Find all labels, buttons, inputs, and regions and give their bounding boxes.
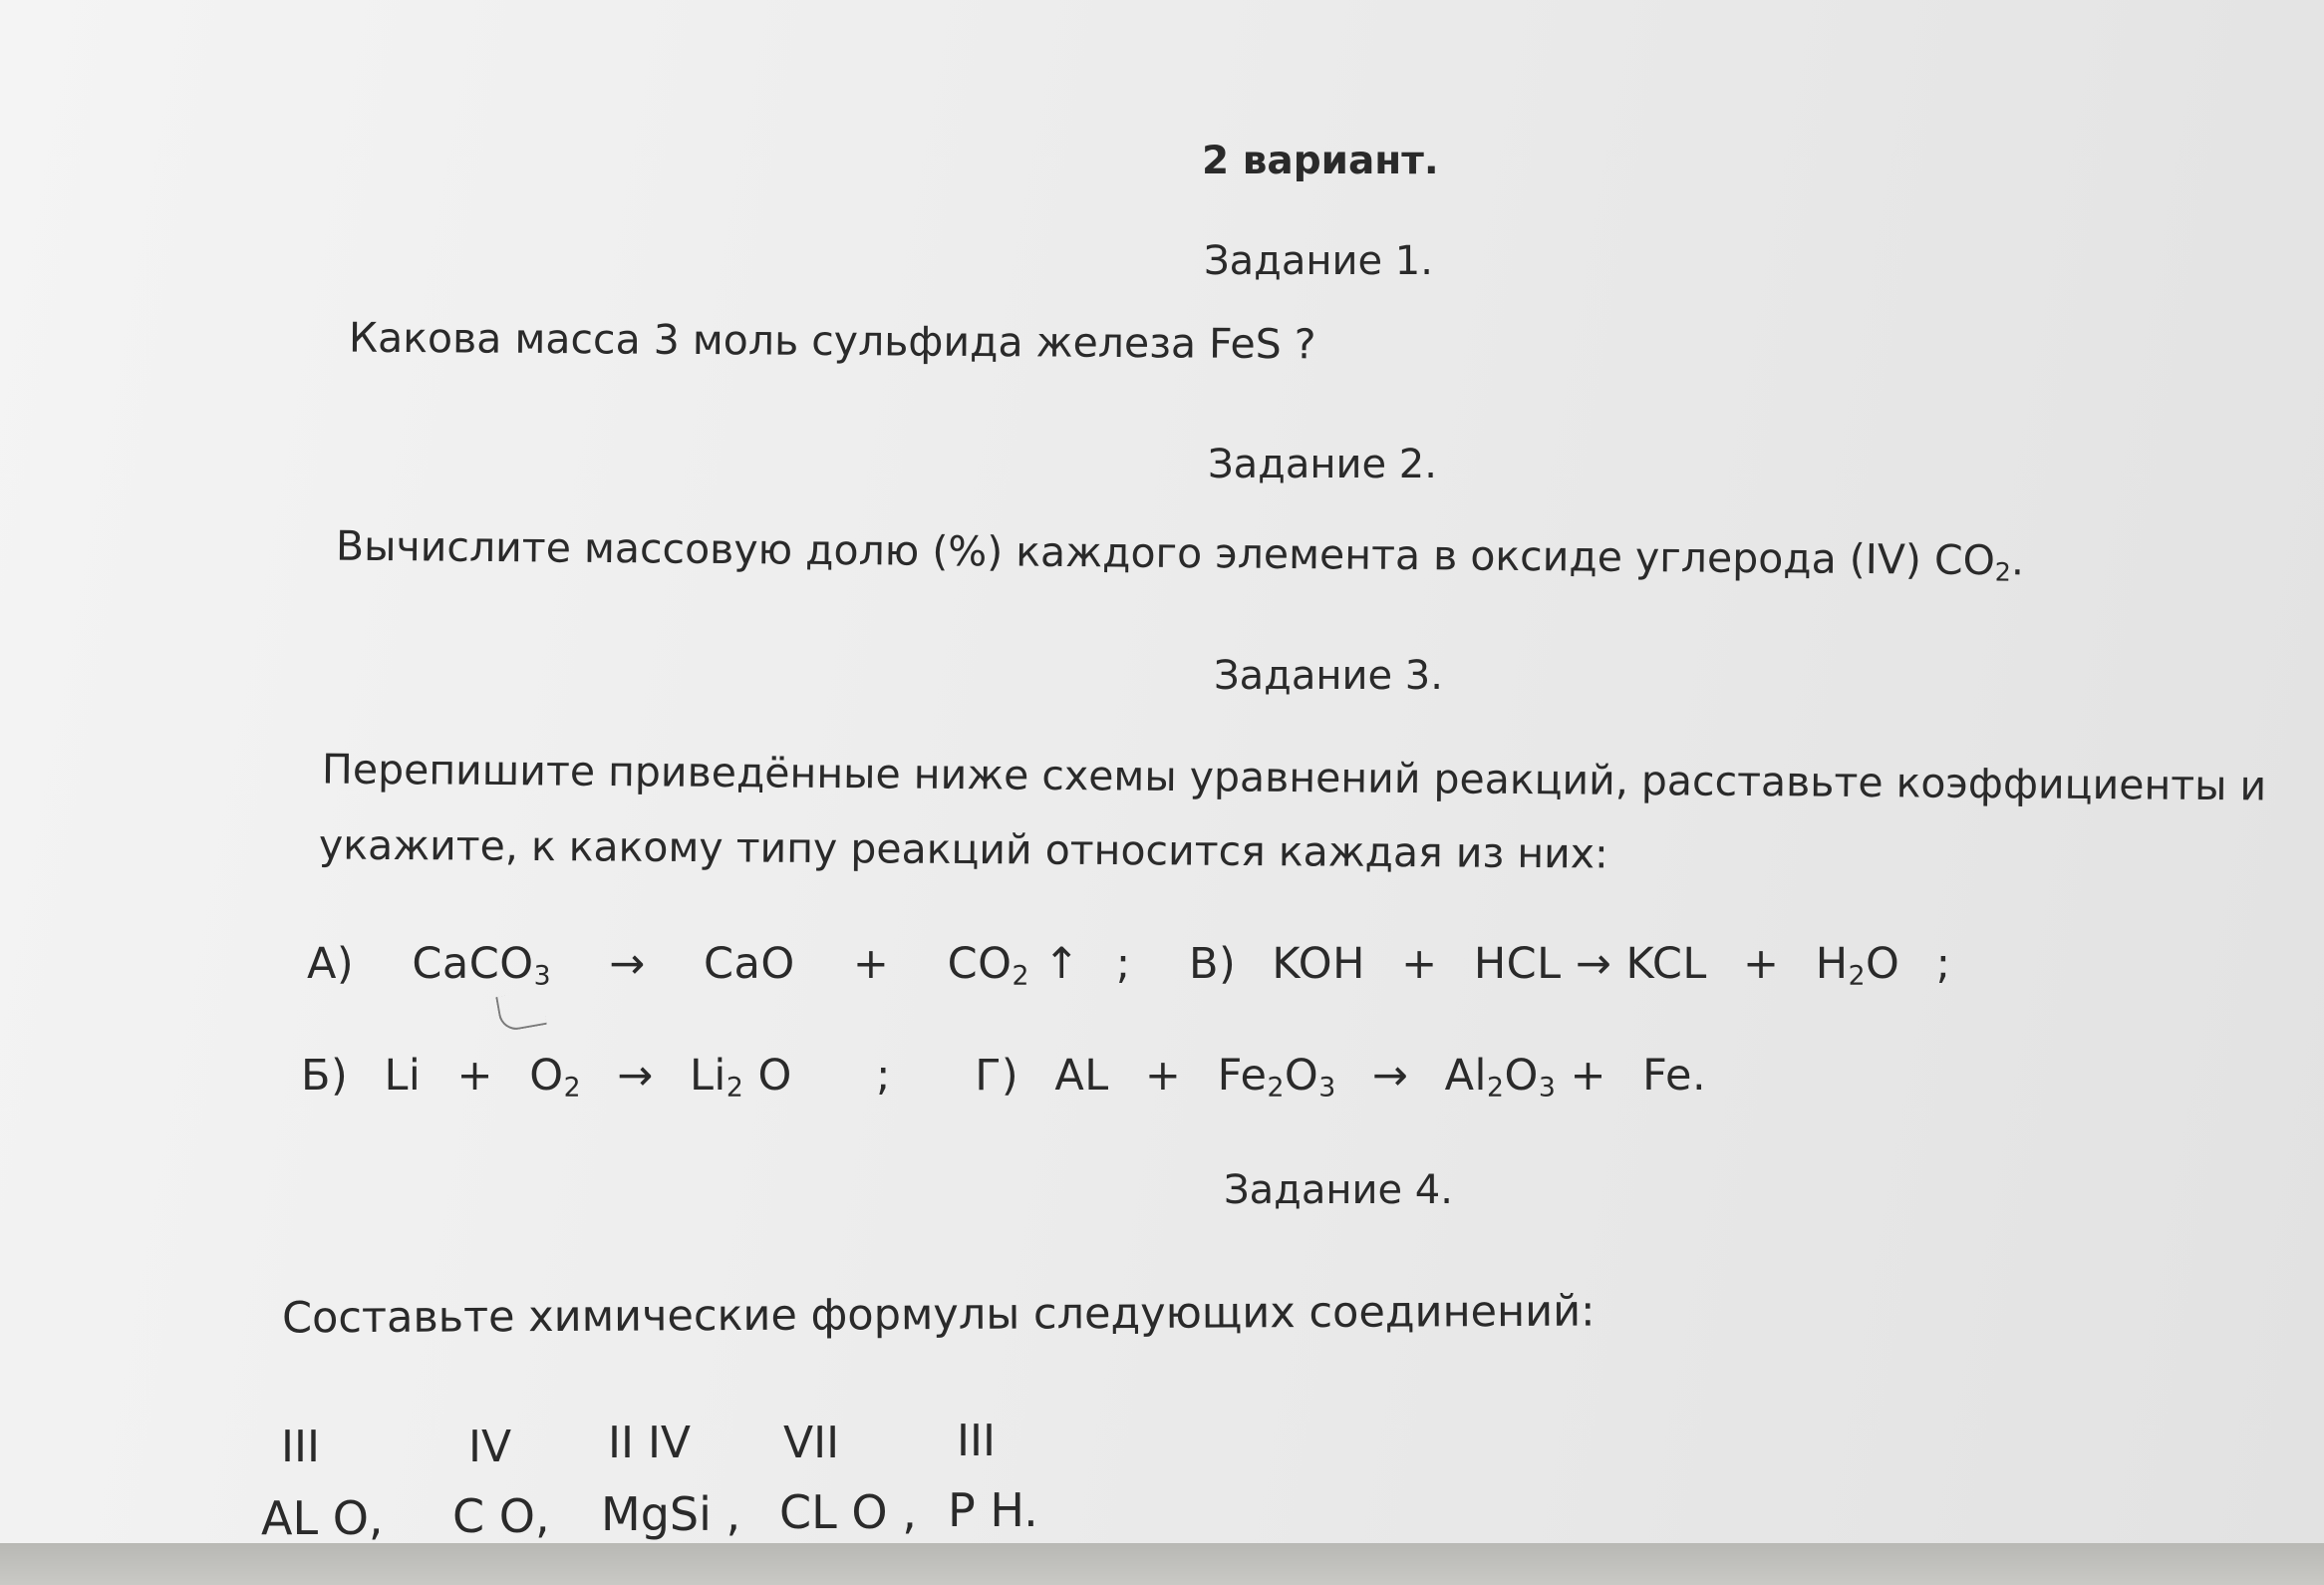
- reaction-g-plus-1: +: [1144, 1051, 1182, 1101]
- reaction-a-plus: +: [852, 939, 890, 989]
- reaction-a-product-1: CaO: [703, 939, 795, 989]
- valence-3: II IV: [608, 1418, 692, 1468]
- reaction-g-product-1-sub-2: 3: [1538, 1072, 1557, 1104]
- task-4-text: Составьте химические формулы следующих соединений:: [281, 1286, 1596, 1344]
- reaction-g-arrow: →: [1371, 1051, 1409, 1101]
- compound-1: AL O,: [261, 1491, 384, 1545]
- reaction-b-product-sub: 2: [726, 1072, 744, 1104]
- reaction-v-reactant-1: KOH: [1272, 939, 1365, 989]
- variant-title: 2 вариант.: [1202, 139, 1439, 183]
- reaction-v-plus-1: +: [1401, 939, 1438, 989]
- reaction-a-reactant: [412, 939, 552, 992]
- compound-5: P H.: [948, 1483, 1038, 1537]
- task-2-text-sub: 2: [1994, 556, 2012, 587]
- reaction-b-plus: +: [456, 1051, 494, 1101]
- valence-4: VII: [783, 1418, 840, 1468]
- reaction-g-reactant-1: AL: [1054, 1051, 1109, 1101]
- reaction-v-product-2: [1815, 939, 1900, 992]
- reaction-g-reactant-2-sub-2: 3: [1318, 1072, 1336, 1104]
- task-2-text-main: Вычислите массовую долю (%) каждого элемента в оксиде углерода (IV) CO: [335, 521, 1996, 585]
- reaction-v-product-2-b: O: [1866, 939, 1900, 989]
- reaction-a-label: А): [307, 939, 355, 989]
- reaction-g-reactant-2-a: Fe: [1217, 1051, 1268, 1101]
- task-4-heading: Задание 4.: [1224, 1167, 1453, 1213]
- reaction-row-2: [301, 1051, 1707, 1104]
- reaction-a-product-2-text: CO: [947, 939, 1013, 989]
- task-1-heading: Задание 1.: [1204, 238, 1433, 284]
- valence-1: III: [281, 1422, 320, 1472]
- reaction-g-product-1-b: O: [1504, 1051, 1539, 1101]
- reaction-v-plus-2: +: [1743, 939, 1780, 989]
- reaction-b-reactant-2-sub: 2: [563, 1072, 582, 1104]
- reaction-a-reactant-sub: 3: [533, 960, 552, 992]
- reaction-b-arrow: →: [617, 1051, 654, 1101]
- reaction-g-label: Г): [975, 1051, 1019, 1101]
- compound-2: C O,: [452, 1489, 550, 1543]
- reaction-v-separator: ;: [1935, 939, 1951, 989]
- reaction-b-product-a: Li: [689, 1051, 726, 1101]
- reaction-a-arrow: →: [609, 939, 646, 989]
- reaction-b-product-b: O: [757, 1051, 792, 1101]
- reaction-g-plus-2: +: [1570, 1051, 1606, 1101]
- reaction-g-product-2: Fe.: [1642, 1051, 1707, 1101]
- reaction-b-reactant-2: [529, 1051, 582, 1104]
- reaction-v-product-2-a: H: [1815, 939, 1849, 989]
- task-3-text-line-1: Перепишите приведённые ниже схемы уравнений реакций, расставьте коэффициенты и: [321, 745, 2267, 810]
- reaction-a-product-2-sub: 2: [1012, 960, 1029, 992]
- reaction-v-reactant-2: HCL: [1473, 939, 1562, 989]
- reaction-g-reactant-2-b: O: [1284, 1051, 1319, 1101]
- reaction-a-reactant-text: CaCO: [412, 939, 534, 989]
- compound-4: CL O ,: [779, 1485, 917, 1539]
- valence-2: IV: [468, 1422, 512, 1472]
- task-2-text-end: .: [2010, 536, 2025, 585]
- reaction-b-separator: ;: [876, 1051, 892, 1101]
- task-1-text: Какова масса 3 моль сульфида железа FeS ?: [348, 313, 1316, 369]
- reaction-g-reactant-2-sub-1: 2: [1267, 1072, 1285, 1104]
- reaction-b-reactant-1: Li: [384, 1051, 422, 1101]
- reaction-v-product-2-sub: 2: [1848, 960, 1867, 992]
- task-3-text-line-2: укажите, к какому типу реакций относится каждая из них:: [318, 820, 1608, 878]
- reaction-g-product-1-a: Al: [1444, 1051, 1487, 1101]
- task-2-heading: Задание 2.: [1208, 442, 1437, 487]
- compound-3: MgSi ,: [601, 1487, 741, 1541]
- table-surface: [0, 1543, 2324, 1585]
- gas-arrow-icon: ↑: [1043, 939, 1080, 989]
- reaction-g-product-1: [1444, 1051, 1557, 1104]
- reaction-a-product-2: [947, 939, 1029, 992]
- reaction-a-separator: ;: [1115, 939, 1131, 989]
- task-3-heading: Задание 3.: [1214, 653, 1443, 699]
- reaction-g-product-1-sub-1: 2: [1487, 1072, 1505, 1104]
- reaction-v-product-1: KCL: [1625, 939, 1707, 989]
- valence-5: III: [957, 1416, 996, 1466]
- reaction-v-label: В): [1188, 939, 1237, 989]
- reaction-b-label: Б): [301, 1051, 349, 1101]
- reaction-v-arrow: →: [1575, 939, 1612, 989]
- reaction-b-reactant-2-text: O: [529, 1051, 564, 1101]
- reaction-b-product: [689, 1051, 792, 1104]
- reaction-row-1: [307, 939, 1951, 992]
- reaction-g-reactant-2: [1217, 1051, 1336, 1104]
